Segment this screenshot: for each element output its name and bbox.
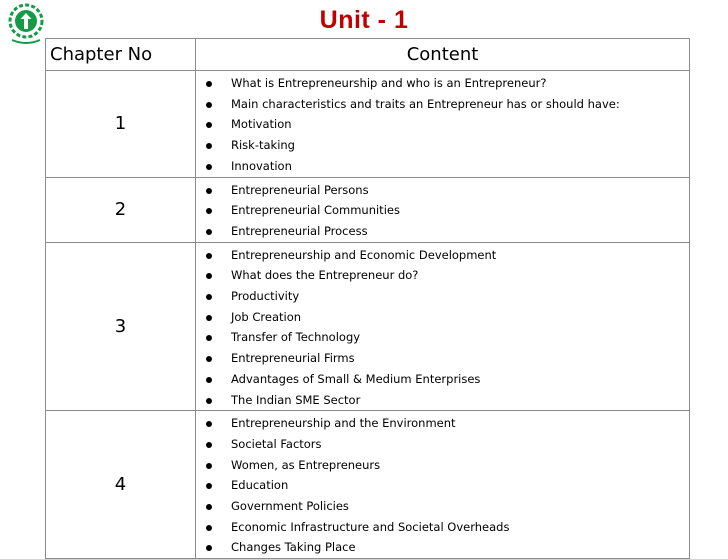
topic-text: Transfer of Technology [231, 330, 361, 345]
list-item [206, 245, 689, 266]
list-item [206, 413, 689, 434]
chapter-topics [196, 411, 690, 559]
topic-text: Risk-taking [231, 138, 295, 153]
chapter-number: 3 [46, 242, 196, 411]
list-item [206, 369, 689, 390]
chapter-topics [196, 177, 690, 242]
list-item [206, 73, 689, 94]
list-item [206, 286, 689, 307]
topic-text: Motivation [231, 117, 292, 132]
topic-text: What does the Entrepreneur do? [231, 268, 419, 283]
table-row [46, 411, 690, 559]
chapter-number: 2 [46, 177, 196, 242]
header-chapter-no: Chapter No [46, 39, 196, 71]
bullet-icon [206, 525, 212, 531]
table-row [46, 71, 690, 178]
bullet-icon [206, 421, 212, 427]
topic-list [206, 73, 689, 177]
list-item [206, 94, 689, 115]
topic-text: Innovation [231, 158, 292, 173]
topic-text: What is Entrepreneurship and who is an Entrepreneur? [231, 76, 547, 90]
bullet-icon [206, 356, 212, 362]
topic-text: Entrepreneurial Persons [231, 182, 369, 197]
topic-text: Entrepreneurship and the Environment [231, 416, 456, 431]
topic-text: Job Creation [231, 309, 302, 324]
list-item [206, 135, 689, 156]
topic-text: Societal Factors [231, 436, 322, 451]
topic-text: Main characteristics and traits an Entrepreneur has or should have: [231, 96, 620, 111]
chapter-topics [196, 71, 690, 178]
bullet-icon [206, 81, 212, 87]
bullet-icon [206, 335, 212, 341]
bullet-icon [206, 122, 212, 128]
list-item [206, 455, 689, 476]
list-item [206, 434, 689, 455]
list-item [206, 475, 689, 496]
unit-contents-table [45, 38, 690, 559]
bullet-icon [206, 229, 212, 235]
bullet-icon [206, 545, 212, 551]
list-item [206, 265, 689, 286]
bullet-icon [206, 253, 212, 259]
list-item [206, 156, 689, 177]
bullet-icon [206, 273, 212, 279]
list-item [206, 537, 689, 558]
topic-text: The Indian SME Sector [231, 392, 361, 407]
list-item [206, 307, 689, 328]
topic-text: Entrepreneurial Communities [231, 203, 400, 218]
bullet-icon [206, 377, 212, 383]
topic-text: Entrepreneurship and Economic Development [231, 247, 497, 262]
bullet-icon [206, 208, 212, 214]
list-item [206, 221, 689, 242]
topic-text: Education [231, 478, 289, 493]
topic-text: Government Policies [231, 499, 349, 514]
topic-text: Entrepreneurial Process [231, 223, 368, 238]
table-row [46, 177, 690, 242]
bullet-icon [206, 294, 212, 300]
list-item [206, 180, 689, 201]
bullet-icon [206, 102, 212, 108]
topic-text: Entrepreneurial Firms [231, 351, 355, 366]
list-item [206, 348, 689, 369]
bullet-icon [206, 188, 212, 194]
bullet-icon [206, 442, 212, 448]
topic-text: Economic Infrastructure and Societal Overheads [231, 519, 510, 534]
list-item [206, 390, 689, 411]
bullet-icon [206, 315, 212, 321]
header-content: Content [196, 39, 690, 71]
table-row [46, 242, 690, 411]
list-item [206, 200, 689, 221]
page-title: Unit - 1 [319, 6, 409, 34]
bullet-icon [206, 164, 212, 170]
chapter-number: 1 [46, 71, 196, 178]
bullet-icon [206, 504, 212, 510]
topic-text: Changes Taking Place [231, 540, 356, 555]
bullet-icon [206, 143, 212, 149]
topic-list [206, 413, 689, 558]
topic-text: Advantages of Small & Medium Enterprises [231, 371, 481, 386]
topic-text: Women, as Entrepreneurs [231, 457, 381, 472]
bullet-icon [206, 463, 212, 469]
bullet-icon [206, 398, 212, 404]
bullet-icon [206, 483, 212, 489]
list-item [206, 114, 689, 135]
chapter-number: 4 [46, 411, 196, 559]
topic-list [206, 180, 689, 242]
list-item [206, 496, 689, 517]
topic-list [206, 245, 689, 411]
list-item [206, 517, 689, 538]
topic-text: Productivity [231, 289, 300, 304]
chapter-topics [196, 242, 690, 411]
table-header-row [46, 39, 690, 71]
list-item [206, 327, 689, 348]
